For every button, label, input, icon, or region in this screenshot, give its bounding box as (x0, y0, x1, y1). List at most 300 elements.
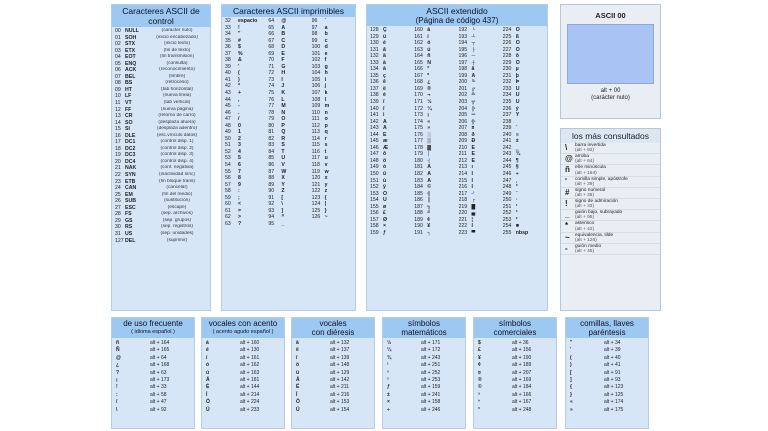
bottom-panel-row[interactable] (383, 399, 465, 406)
bottom-char: Ó (206, 399, 210, 406)
preview-box (560, 4, 661, 119)
most-consulted-item[interactable] (561, 210, 660, 221)
most-consulted-glyph: ! (565, 198, 568, 208)
most-consulted-label: signo numeral (575, 187, 606, 193)
most-consulted-item[interactable] (561, 188, 660, 199)
extended-column (503, 27, 544, 237)
bottom-panel-row[interactable] (112, 347, 194, 354)
control-symbol: DEL (125, 237, 136, 244)
extended-char: Þ (515, 79, 520, 86)
bottom-panel-row[interactable] (474, 392, 556, 399)
most-consulted-item[interactable] (561, 244, 660, 255)
bottom-char: \ (116, 406, 118, 413)
bottom-panel-row[interactable] (112, 399, 194, 406)
extended-char: ▓ (427, 144, 432, 151)
extended-code: 196 (458, 53, 468, 60)
bottom-panel-row[interactable] (202, 407, 284, 414)
bottom-char: ü (296, 369, 300, 376)
extended-char: ┘ (471, 190, 476, 197)
control-code: 22 (115, 172, 121, 179)
printable-char: n (324, 109, 328, 116)
bottom-code: alt + 58 (150, 391, 167, 398)
control-desc: (inactividad sínc) (159, 172, 195, 178)
bottom-panel-row[interactable] (202, 384, 284, 391)
bottom-panel-row[interactable] (383, 384, 465, 391)
extended-char: Ó (515, 27, 520, 33)
extended-char: ° (515, 184, 518, 191)
extended-code: 155 (370, 203, 379, 210)
control-code: 09 (115, 86, 121, 93)
printable-code: 58 (225, 188, 231, 195)
bottom-panel-row[interactable] (383, 355, 465, 362)
bottom-panel-row[interactable] (112, 407, 194, 414)
bottom-panel-row[interactable] (566, 377, 648, 384)
extended-char: ² (515, 216, 518, 223)
extended-code: 250 (502, 197, 512, 204)
extended-char: ║ (427, 197, 431, 204)
bottom-panel-row[interactable] (383, 362, 465, 369)
most-consulted-label: barra invertida (575, 143, 606, 148)
printable-code (312, 221, 325, 228)
extended-code: 137 (370, 85, 379, 92)
printable-char: % (238, 50, 243, 57)
most-consulted-item[interactable] (561, 221, 660, 232)
extended-title-text: ASCII extendido (426, 6, 488, 16)
printable-code: 99 (311, 37, 318, 44)
bottom-code: alt + 174 (604, 399, 624, 406)
extended-char: ö (383, 157, 387, 164)
bottom-panel-row[interactable] (292, 407, 374, 414)
control-symbol: SOH (125, 34, 137, 41)
bottom-code: alt + 92 (150, 406, 167, 413)
printable-char: ^ (281, 214, 285, 221)
most-consulted-code: (alt + 33) (575, 204, 595, 210)
bottom-panel-row[interactable] (566, 347, 648, 354)
extended-char: ¬ (427, 92, 431, 99)
printable-char: T (281, 148, 285, 155)
bottom-panel-title: vocales (319, 319, 347, 328)
printable-code: 55 (225, 168, 231, 175)
extended-char: Ë (471, 151, 475, 158)
printable-cell[interactable] (312, 221, 352, 228)
control-desc: (desplaza adentro) (157, 126, 197, 132)
preview-caption (561, 84, 660, 102)
control-title: Caracteres ASCII de control (112, 5, 210, 27)
bottom-panel-row[interactable] (474, 384, 556, 391)
bottom-panel-row[interactable] (112, 377, 194, 384)
printable-char: W (281, 168, 287, 175)
printable-char: " (238, 31, 241, 38)
extended-code: 209 (458, 138, 468, 145)
extended-char: ┼ (471, 59, 476, 66)
extended-code: 174 (414, 118, 423, 125)
bottom-panel-row[interactable] (202, 370, 284, 377)
printable-char: M (281, 103, 286, 110)
extended-code: 148 (370, 157, 379, 164)
printable-char: ! (238, 24, 240, 31)
bottom-panel-row[interactable] (292, 392, 374, 399)
printable-code: 82 (268, 135, 275, 142)
printable-code: 100 (311, 44, 321, 51)
extended-code: 131 (370, 46, 379, 53)
extended-code: 246 (502, 171, 512, 178)
bottom-char: ( (570, 354, 572, 361)
bottom-panel-row[interactable] (474, 347, 556, 354)
printable-char: E (281, 50, 285, 57)
bottom-panel-row[interactable] (474, 370, 556, 377)
bottom-panel-row[interactable] (474, 340, 556, 347)
extended-char: · (515, 197, 518, 204)
printable-char: D (281, 44, 286, 51)
bottom-panel-row[interactable] (383, 407, 465, 414)
bottom-panel-title: vocales con acento (208, 319, 278, 328)
bottom-panel-row[interactable] (112, 355, 194, 362)
bottom-panel-row[interactable] (383, 347, 465, 354)
extended-char: ■ (515, 223, 519, 230)
bottom-panel-row[interactable] (202, 392, 284, 399)
extended-code: 224 (502, 27, 512, 33)
control-row[interactable] (115, 238, 207, 245)
extended-code: 191 (414, 229, 423, 236)
bottom-panel-row[interactable] (566, 392, 648, 399)
printable-code: 97 (311, 24, 318, 31)
extended-char: ‗ (515, 144, 519, 151)
printable-code: 94 (268, 214, 275, 221)
extended-char: ò (383, 164, 387, 171)
most-consulted-item[interactable] (561, 143, 660, 154)
bottom-panel-row[interactable] (202, 347, 284, 354)
extended-code: 135 (370, 72, 379, 79)
bottom-char: ñ (116, 340, 120, 346)
most-consulted-item[interactable] (561, 199, 660, 210)
bottom-char: " (570, 340, 573, 346)
printable-char: R (281, 135, 286, 142)
extended-char: Õ (515, 59, 520, 66)
bottom-code: alt + 47 (150, 399, 167, 406)
control-code: 24 (115, 185, 121, 192)
bottom-code: alt + 130 (240, 347, 260, 354)
bottom-panel-row[interactable] (383, 370, 465, 377)
extended-char: ╠ (471, 105, 476, 112)
printable-code: 70 (268, 57, 275, 64)
bottom-code: alt + 148 (330, 362, 350, 369)
printable-char: z (324, 188, 328, 195)
control-code: 01 (115, 34, 121, 41)
extended-column (414, 27, 455, 237)
extended-char: ß (515, 33, 519, 40)
control-code: 08 (115, 80, 121, 87)
most-consulted-text (575, 244, 601, 255)
bottom-panel-row[interactable] (566, 384, 648, 391)
bottom-panel-row[interactable] (292, 362, 374, 369)
printable-code: 74 (268, 83, 275, 90)
bottom-code: alt + 41 (604, 362, 621, 369)
bottom-panel-row[interactable] (292, 347, 374, 354)
extended-code: 193 (458, 33, 468, 40)
most-consulted-item[interactable] (561, 177, 660, 188)
control-desc: (fin de texto) (163, 47, 191, 53)
bottom-panel-row[interactable] (202, 340, 284, 347)
bottom-panel-row[interactable] (202, 362, 284, 369)
control-symbol: RS (125, 224, 133, 231)
bottom-panel-title: símbolos (407, 319, 440, 328)
printable-code: 39 (225, 63, 231, 70)
printable-char: e (324, 50, 328, 57)
extended-char: Ò (515, 46, 520, 53)
printable-column (225, 18, 265, 228)
bottom-code: alt + 139 (330, 354, 350, 361)
preview-line2: (carácter nulo) (591, 95, 630, 101)
bottom-code: alt + 161 (240, 354, 260, 361)
extended-code: 173 (414, 112, 423, 119)
bottom-panel-row[interactable] (474, 355, 556, 362)
most-consulted-text (575, 233, 613, 244)
bottom-char: ± (387, 391, 390, 398)
bottom-panel-row[interactable] (474, 407, 556, 414)
printable-char: u (324, 155, 328, 162)
printable-code: 73 (268, 76, 275, 83)
control-code: 29 (115, 217, 121, 224)
control-desc: (tab vertical) (163, 100, 191, 106)
extended-code: 130 (370, 40, 379, 47)
bottom-code: alt + 142 (330, 376, 350, 383)
extended-char: º (427, 72, 430, 79)
bottom-panel-row[interactable] (202, 377, 284, 384)
most-consulted-glyph: _ (565, 210, 570, 220)
printable-char: r (324, 135, 327, 142)
printable-code: 91 (268, 194, 275, 201)
extended-char: È (471, 157, 475, 164)
extended-code: 248 (502, 184, 512, 191)
bottom-char: ¼ (387, 347, 392, 354)
extended-char: Á (427, 164, 431, 171)
bottom-panel-row[interactable] (566, 362, 648, 369)
bottom-panel-row[interactable] (383, 377, 465, 384)
bottom-char: » (570, 406, 573, 413)
printable-code: 46 (225, 109, 231, 116)
bottom-panel-row[interactable] (112, 340, 194, 347)
printable-char: ' (238, 63, 240, 70)
bottom-panel-row[interactable] (566, 370, 648, 377)
extended-code: 199 (458, 72, 468, 79)
extended-cell[interactable] (459, 230, 500, 237)
printable-code: 61 (225, 207, 231, 214)
most-consulted-item[interactable] (561, 154, 660, 165)
extended-cell[interactable] (503, 230, 544, 237)
printable-code: 95 (268, 220, 275, 227)
bottom-char: É (206, 384, 210, 391)
bottom-code: alt + 172 (421, 347, 441, 354)
bottom-panel-list (383, 338, 465, 414)
printable-cell[interactable] (268, 221, 308, 228)
extended-char: ╗ (427, 203, 431, 210)
extended-char: Ñ (427, 59, 431, 66)
extended-char: ¶ (515, 157, 519, 164)
bottom-panel-row[interactable] (292, 377, 374, 384)
printable-code: 89 (268, 181, 275, 188)
extended-char: ─ (471, 53, 476, 60)
extended-char: ¤ (471, 125, 475, 132)
extended-code: 187 (414, 203, 423, 210)
extended-code: 146 (370, 144, 379, 151)
bottom-panel-row[interactable] (383, 340, 465, 347)
bottom-code: alt + 165 (150, 347, 170, 354)
printable-char (325, 221, 335, 228)
bottom-panel-row[interactable] (566, 340, 648, 347)
bottom-char: ¥ (478, 354, 481, 361)
extended-char: ñ (427, 53, 431, 60)
bottom-code: alt + 63 (150, 369, 167, 376)
printable-char: A (281, 24, 286, 31)
most-consulted-item[interactable] (561, 233, 660, 244)
bottom-panel-row[interactable] (292, 370, 374, 377)
extended-code: 212 (458, 157, 468, 164)
most-consulted-item[interactable] (561, 165, 660, 176)
extended-code: 151 (370, 177, 379, 184)
printable-cell[interactable] (225, 221, 265, 228)
extended-code: 145 (370, 138, 379, 145)
printable-char: i (324, 76, 327, 83)
printable-code: 84 (268, 148, 275, 155)
bottom-panel-row[interactable] (566, 355, 648, 362)
extended-code: 204 (458, 105, 468, 112)
bottom-panel-row[interactable] (292, 384, 374, 391)
printable-char: c (324, 37, 328, 44)
bottom-code: alt + 137 (330, 347, 350, 354)
extended-char: Í (471, 171, 473, 178)
extended-char: Ö (383, 190, 388, 197)
bottom-char: ï (296, 354, 298, 361)
printable-code: 90 (268, 188, 275, 195)
extended-cell[interactable] (414, 230, 455, 237)
control-code: 16 (115, 132, 121, 139)
bottom-char: á (206, 340, 209, 346)
bottom-panel-row[interactable] (112, 362, 194, 369)
extended-char: ╩ (471, 92, 476, 99)
bottom-panel-row[interactable] (202, 399, 284, 406)
extended-cell[interactable] (370, 230, 411, 237)
extended-code: 178 (414, 144, 423, 151)
printable-code: 56 (225, 175, 231, 182)
bottom-char: Ö (296, 399, 300, 406)
printable-code: 71 (268, 63, 275, 70)
printable-code: 37 (225, 50, 231, 57)
character-preview (567, 24, 654, 84)
control-symbol: ENQ (125, 60, 137, 67)
printable-code: 125 (311, 207, 321, 214)
bottom-panel-list (474, 338, 556, 414)
bottom-panel-row[interactable] (202, 355, 284, 362)
extended-code: 190 (414, 223, 423, 230)
printable-char: b (324, 31, 328, 38)
bottom-panel-row[interactable] (292, 399, 374, 406)
control-code: 05 (115, 60, 121, 67)
extended-code: 143 (370, 125, 379, 132)
control-desc: (nueva línea) (163, 93, 191, 99)
bottom-char: ¾ (387, 354, 392, 361)
bottom-panel-row[interactable] (112, 370, 194, 377)
extended-char: » (427, 125, 431, 132)
control-desc: (control disp. 1) (160, 139, 194, 145)
extended-code: 188 (414, 210, 423, 217)
extended-code: 163 (414, 46, 423, 53)
bottom-panel-row[interactable] (292, 355, 374, 362)
extended-char: ï (383, 99, 385, 106)
bottom-char: ú (206, 369, 210, 376)
control-code: 25 (115, 191, 121, 198)
extended-code: 156 (370, 210, 379, 217)
most-consulted-code: (alt + 35) (575, 193, 595, 199)
bottom-code: alt + 162 (240, 362, 260, 369)
printable-code: 96 (311, 18, 318, 24)
printable-char: U (281, 155, 286, 162)
bottom-panel-row[interactable] (566, 407, 648, 414)
bottom-char: ' (570, 347, 572, 354)
bottom-panel-row[interactable] (112, 392, 194, 399)
control-symbol: SI (125, 126, 130, 133)
bottom-char: Í (206, 391, 208, 398)
bottom-panel-row[interactable] (474, 399, 556, 406)
bottom-char: ä (296, 340, 299, 346)
bottom-panel-row[interactable] (566, 399, 648, 406)
extended-code: 139 (370, 99, 379, 106)
extended-code: 195 (458, 46, 468, 53)
bottom-char: ƒ (387, 384, 390, 391)
most-consulted-text (575, 177, 628, 188)
most-consulted-text (575, 154, 594, 165)
bottom-char: © (478, 384, 482, 391)
printable-char: ) (238, 76, 240, 83)
bottom-panel-row[interactable] (474, 377, 556, 384)
bottom-panel-row[interactable] (383, 392, 465, 399)
extended-code: 214 (458, 171, 468, 178)
bottom-panel-row[interactable] (474, 362, 556, 369)
printable-code: 81 (268, 129, 275, 136)
most-consulted-glyph: - (565, 243, 568, 253)
extended-char: Ù (515, 99, 520, 106)
extended-char: Ç (383, 27, 387, 33)
printable-code: 64 (268, 18, 275, 24)
control-code: 23 (115, 178, 121, 185)
bottom-char: ? (116, 369, 120, 376)
bottom-panel-header (474, 318, 556, 338)
extended-code: 202 (458, 92, 468, 99)
extended-char: ╬ (471, 118, 476, 125)
control-symbol: DC2 (125, 145, 136, 152)
bottom-panel-row[interactable] (112, 384, 194, 391)
extended-char: ® (427, 85, 432, 92)
extended-char: │ (427, 151, 431, 158)
extended-code: 175 (414, 125, 423, 132)
extended-title (367, 5, 547, 26)
printable-char: X (281, 175, 285, 182)
bottom-char: Á (206, 376, 210, 383)
bottom-panel-row[interactable] (292, 340, 374, 347)
printable-code: 86 (268, 162, 275, 169)
printable-char: > (238, 214, 242, 221)
extended-code: 138 (370, 92, 379, 99)
printable-char: s (324, 142, 328, 149)
most-consulted-list (561, 143, 660, 255)
control-symbol: BEL (125, 73, 136, 80)
bottom-code: alt + 241 (421, 391, 441, 398)
extended-char: ä (383, 53, 386, 60)
bottom-panel-header (383, 318, 465, 338)
extended-code: 255 (502, 229, 512, 236)
extended-code: 160 (414, 27, 423, 33)
most-consulted-glyph: ' (565, 176, 567, 186)
extended-char: nbsp (515, 229, 529, 236)
